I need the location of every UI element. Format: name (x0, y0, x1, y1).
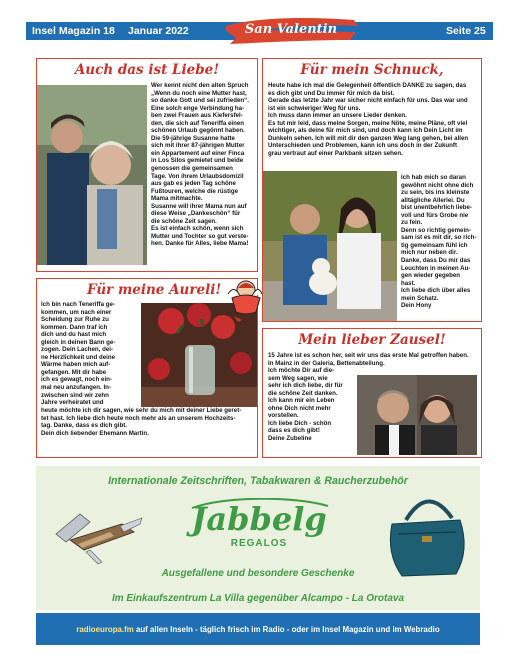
text-line: Es tut mir leid, dass meine Sorgen, meine Nöte, meine Pläne, oft viel (268, 119, 468, 127)
ad-tagline: Ausgefallene und besondere Geschenke (161, 568, 355, 579)
text-line: Wärme haben mich auf- (41, 361, 111, 369)
text-line: Ich möchte Dir auf die- (268, 367, 335, 374)
text-line: Susanne will ihrer Mama nun auf (151, 202, 247, 210)
article-title: Mein lieber Zausel! (298, 332, 446, 348)
text-line: diese Weise „Dankeschön“ für (151, 210, 241, 218)
page-header (0, 0, 518, 52)
text-line: ne Herzlichkeit und deine (41, 353, 116, 361)
text-line: gefangen. Mit dir habe (41, 368, 107, 376)
article-body (268, 82, 480, 157)
text-line: „Wenn du noch eine Mutter hast, (151, 89, 247, 97)
text-line: Gerade das letzte Jahr war sicher nicht einfach für uns. Das war und (268, 97, 468, 105)
text-line: heute möchte ich dir sagen, wie sehr du mich mit deiner Liebe geret- (41, 407, 242, 414)
text-line: ohne Dich nicht mehr (268, 404, 331, 412)
text-line: mich nur neben dir. (401, 249, 458, 257)
text-line: zu fein. (401, 219, 423, 227)
article-fuer-mein-schnuck (262, 58, 482, 322)
text-line: Deine Zubeline (268, 434, 312, 442)
couple-with-dog-photo (263, 171, 397, 321)
text-line: hen. Danke für Alles, liebe Mama! (151, 240, 249, 248)
article-auch-das-ist-liebe (36, 58, 258, 272)
text-line: grau vertraut auf einer Parkbank sitzen sehen. (268, 149, 403, 157)
text-line: Ich muss dann immer an unsere Lieder denken. (268, 112, 407, 120)
text-line: Wer kennt nicht den alten Spruch (151, 82, 249, 89)
text-line: Dein dich liebender Ehemann Martin. (41, 429, 149, 437)
article-title: Auch das ist Liebe! (74, 62, 220, 78)
magazine-name: Insel Magazin 18 (32, 25, 115, 37)
text-line: ist ein schwieriger Weg für uns. (268, 104, 361, 112)
article-body (41, 301, 137, 407)
text-line: kommen, um nach einer (41, 308, 112, 316)
page-number: Seite 25 (446, 25, 486, 37)
ad-location: Im Einkaufszentrum La Villa gegenüber Alcampo - La Orotava (111, 593, 405, 604)
text-line: sich mit ihrer 87-jährigen Mutter (151, 142, 245, 150)
text-line: Denn so richtig gemein- (401, 226, 471, 234)
text-line: zwischen sind wir zehn (41, 391, 109, 399)
text-line: wichtiger, als deine für mich sind, und doch kann ich Dein Licht im (268, 127, 463, 135)
text-line: mal neu anzufangen. In- (41, 384, 111, 392)
text-line: ich es gewagt, noch ein- (41, 376, 112, 384)
text-line: Dein Hony (401, 302, 432, 310)
text-line: Eine solch enge Verbindung ha- (151, 104, 245, 112)
mother-daughter-photo (37, 85, 147, 265)
text-line: Die 59-jährige Susanne hatte (151, 134, 235, 142)
text-line: tag. Danke, dass es dich gibt. (41, 422, 127, 430)
text-line: Ich liebe dich über alles (401, 287, 471, 295)
couple-selfie-photo (357, 375, 477, 455)
text-line: In Mainz in der Galeria, Bettenabteilung. (268, 359, 385, 367)
text-line: ben zwei Frauen aus Kiefersfel- (151, 112, 243, 120)
text-line: Tage. Von ihrem Urlaubsdomizil (151, 172, 244, 180)
text-line: mein Schatz. (401, 294, 439, 302)
text-line: schönen Urlaub gegönnt haben. (151, 127, 245, 135)
text-line: Leuchten in meinen Au- (401, 264, 471, 272)
text-line: tig gemeinsam fühl ich (401, 241, 468, 249)
text-line: Danke, dass Du mir das (401, 257, 471, 265)
brand-sub: REGALOS (230, 538, 288, 549)
text-line: gen wieder gegeben (401, 272, 461, 280)
text-line: sam ist es mit dir, so rich- (401, 234, 477, 242)
article-title: Für mein Schnuck, (300, 62, 444, 78)
text-line: Unterschieden und Problemen, kann ich uns doch in der Zukunft (268, 142, 458, 150)
text-line: 15 Jahre ist es schon her, seit wir uns das erste Mal getroffen haben. (268, 352, 469, 359)
text-line: Es ist einfach schön, wenn sich (151, 225, 244, 233)
article-body (268, 352, 480, 367)
text-line: kommen. Dann traf ich (41, 323, 108, 331)
text-line: es dich gibt und Du immer für mich da bist. (268, 89, 395, 97)
radio-link[interactable]: radioeuropa.fm (76, 625, 134, 634)
section-title: San Valentin (244, 22, 338, 37)
footer-description: auf allen Inseln - täglich frisch im Radio - oder im Insel Magazin und im Webradio (133, 625, 440, 634)
text-line: aus gab es jeden Tag schöne (151, 180, 236, 188)
footer-text (36, 625, 480, 634)
text-line: alltägliche Allerlei. Du (401, 196, 465, 204)
text-line: sem Weg sagen, wie (268, 374, 328, 382)
text-line: Mutter und Tochter so gut verste- (151, 232, 249, 240)
text-line: Jahre verheiratet und (41, 399, 104, 407)
text-line: Mama mitmachte. (151, 195, 203, 203)
text-line: Heute habe ich mal die Gelegenheit öffentlich DANKE zu sagen, das (268, 82, 467, 89)
article-title: Für meine Aureli! (87, 282, 222, 298)
text-line: zu sein, bis ins kleinste (401, 189, 470, 197)
text-line: genossen die gemeinsamen (151, 165, 233, 173)
article-mein-lieber-zausel (262, 328, 482, 458)
text-line: Fußtouren, welche die rüstige (151, 187, 239, 195)
text-line: Ich liebe Dich - schön (268, 419, 332, 427)
jabbelg-logo (184, 498, 334, 558)
text-line: dass es dich gibt! (268, 427, 320, 435)
text-line: Scheidung zur Ruhe zu (41, 316, 109, 324)
text-line: Dunkeln sehen. Ich will mit dir den ganzen Weg lang gehen, bei allen (268, 134, 469, 142)
text-line: so danke Gott und sei zufrieden“. (151, 97, 249, 105)
text-line: sehr ich dich liebe, dir für (268, 382, 343, 390)
pocket-knife-image (50, 504, 146, 566)
text-line: den, die sich auf Teneriffa einen (151, 119, 245, 127)
text-line: die schöne Zeit sagen. (151, 217, 217, 225)
text-line: die schöne Zeit danken. (268, 389, 338, 397)
text-line: Ich hab mich so daran (401, 174, 466, 181)
advertisement-jabbelg (36, 466, 480, 610)
cupid-illustration (224, 276, 266, 322)
text-line: zogen. Dein Lachen, dei- (41, 346, 113, 354)
article-body-bottom (41, 407, 255, 437)
article-body-side (268, 367, 354, 442)
text-line: Ich kann mir ein Leben (268, 397, 335, 405)
text-line: voll und fürs Grobe nie (401, 211, 469, 219)
text-line: bist unentbehrlich liebe- (401, 204, 472, 212)
ad-headline: Internationale Zeitschriften, Tabakwaren & Raucherzubehör (108, 475, 408, 487)
text-line: gleich in deinen Bann ge- (41, 338, 116, 346)
issue-date: Januar 2022 (128, 25, 189, 37)
text-line: dich und du hast mich (41, 331, 107, 339)
text-line: vorstellen. (268, 412, 299, 420)
text-line: tet hast. Ich liebe dich heute noch mehr als an unserem Hochzeits- (41, 414, 236, 422)
text-line: Ich bin nach Teneriffa ge- (41, 301, 115, 308)
text-line: ein Appartement auf einer Finca (151, 149, 245, 157)
article-body (151, 82, 253, 248)
article-body-side (401, 174, 479, 310)
text-line: gewöhnt nicht ohne dich (401, 181, 474, 189)
text-line: in Los Silos gemietet und beide (151, 157, 244, 165)
text-line: hast. (401, 279, 416, 287)
brand-name: Jabbelg (191, 500, 327, 538)
